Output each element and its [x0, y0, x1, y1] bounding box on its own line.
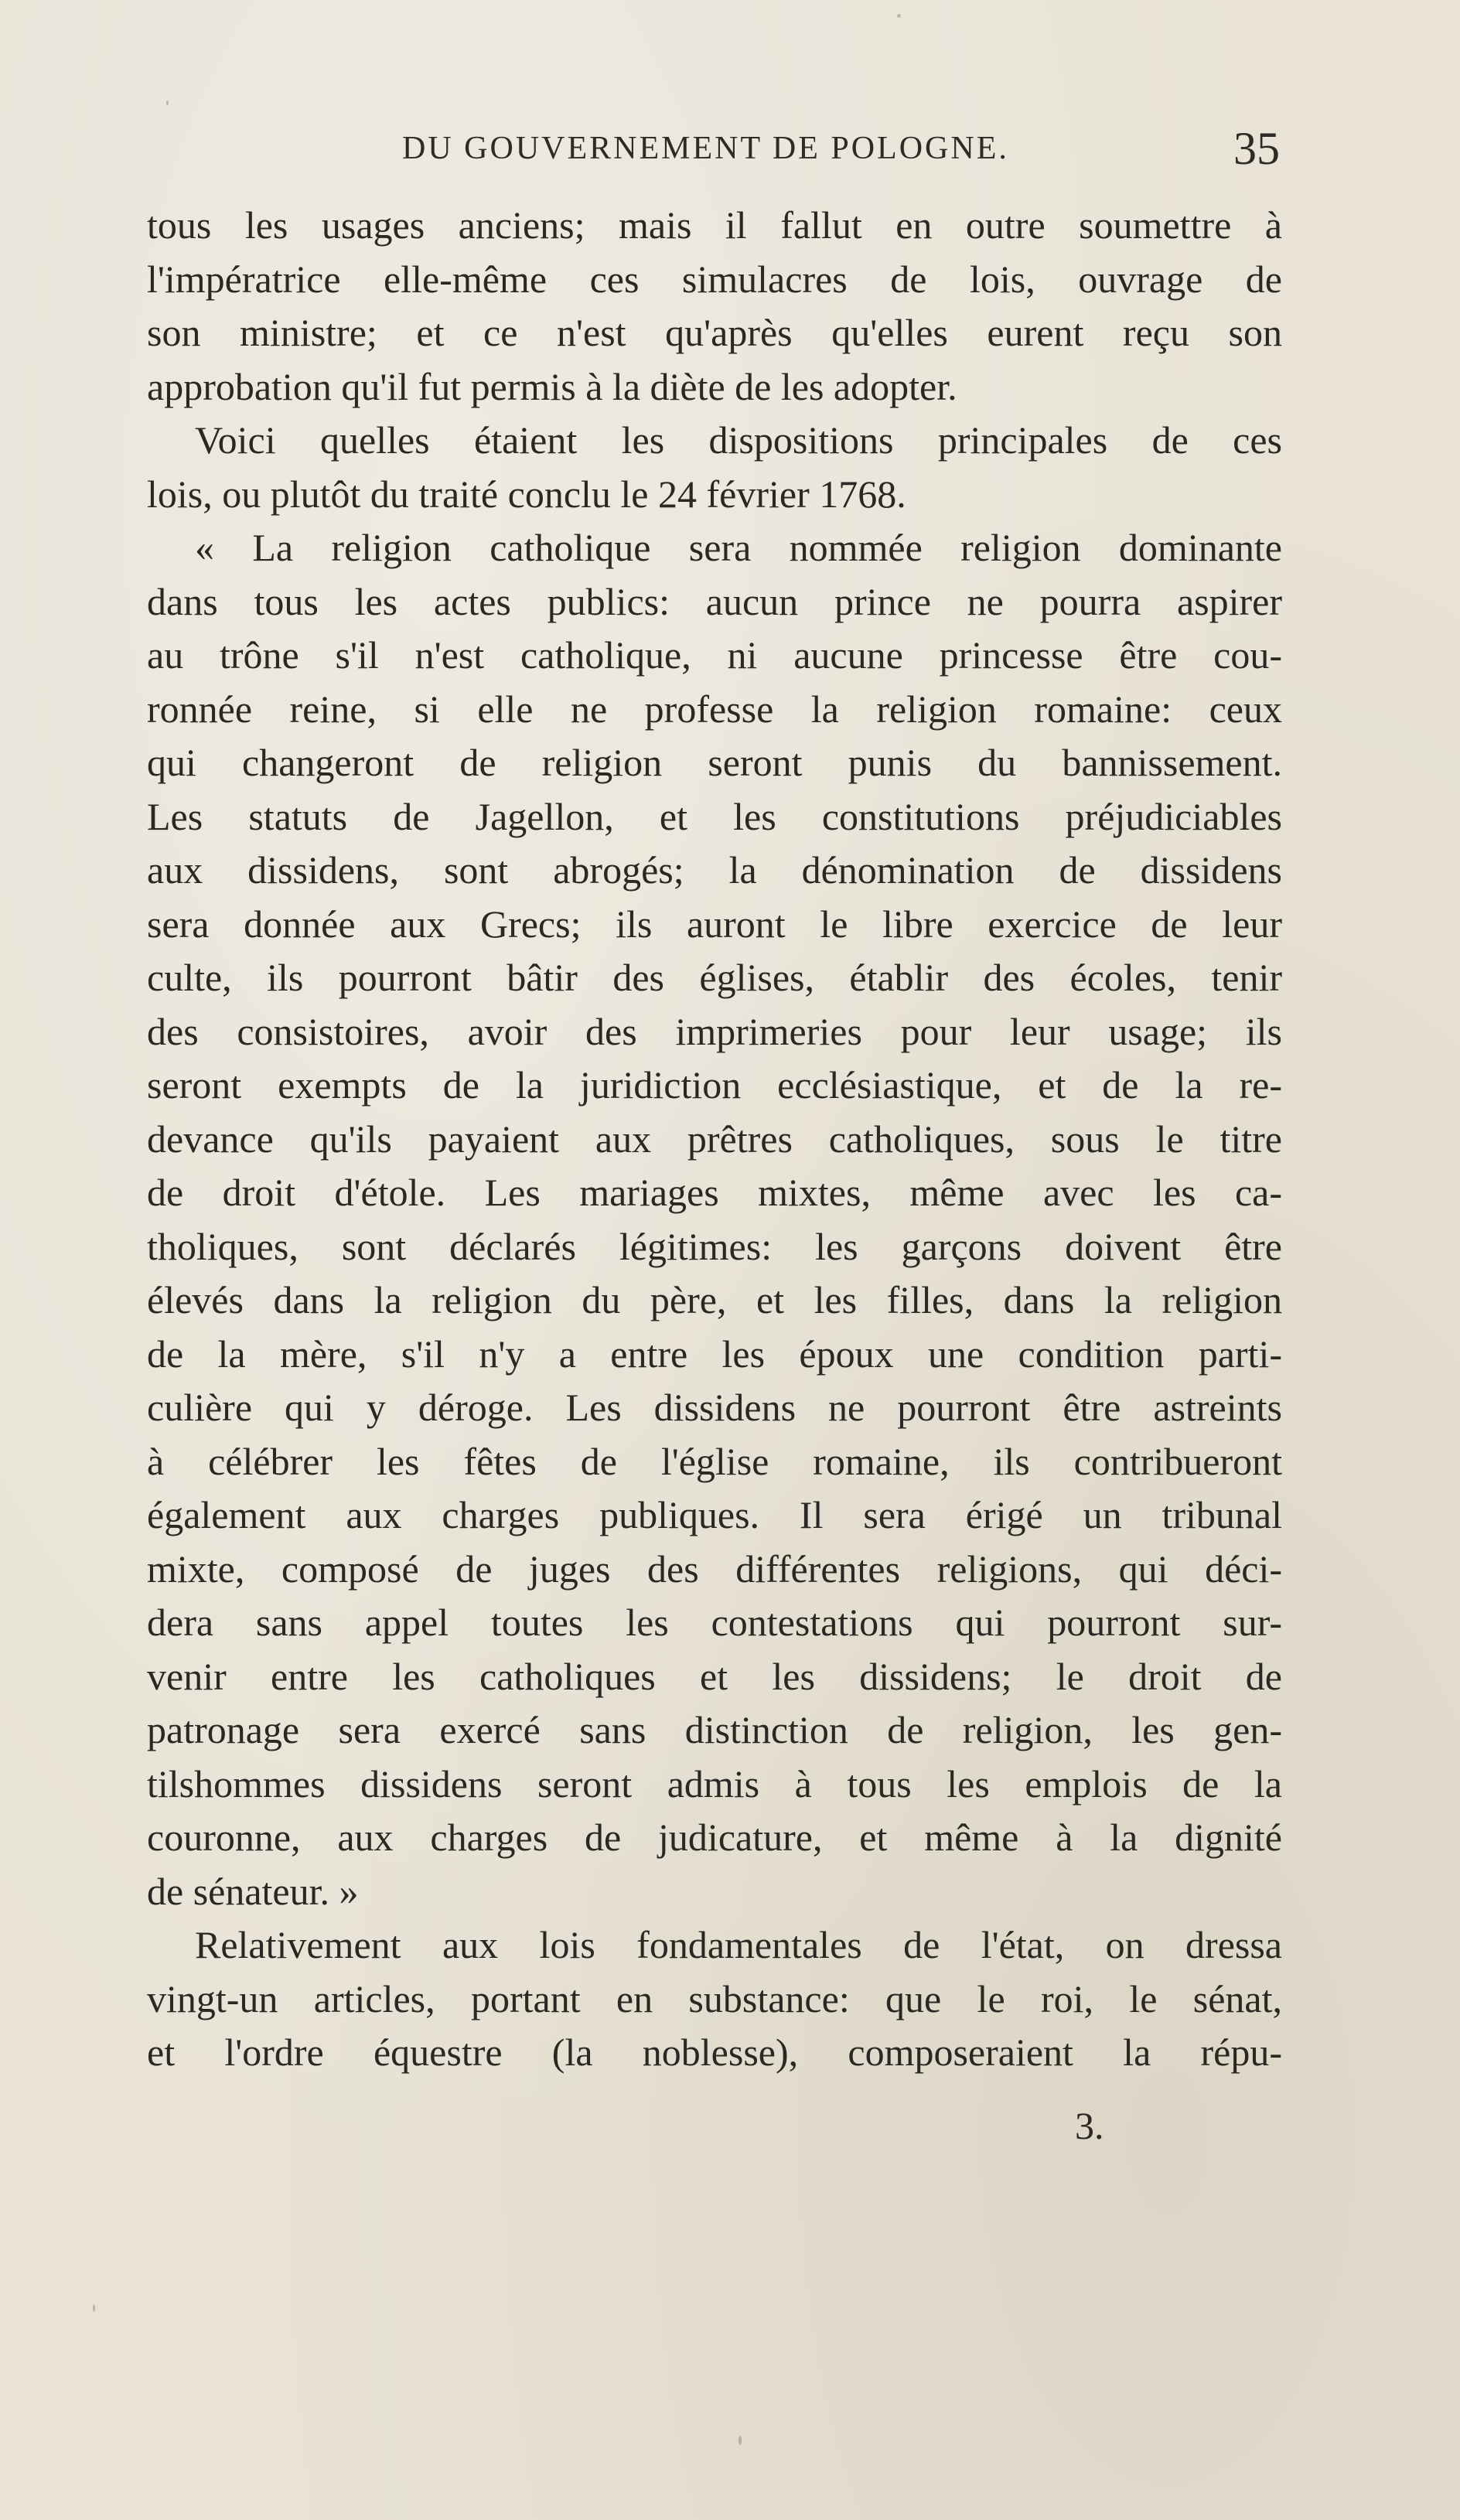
text-line: des consistoires, avoir des imprimeries pour leur usage; ils: [147, 1009, 1282, 1053]
text-line: tholiques, sont déclarés légitimes: les garçons doivent être: [147, 1224, 1282, 1268]
text-line: ronnée reine, si elle ne professe la religion romaine: ceux: [147, 687, 1282, 731]
text-line: Voici quelles étaient les dispositions principales de ces: [195, 418, 1282, 462]
text-line: qui changeront de religion seront punis du bannissement.: [147, 741, 1282, 784]
text-line: mixte, composé de juges des différentes religions, qui déci-: [147, 1546, 1282, 1591]
text-line: vingt-un articles, portant en substance: que le roi, le sénat,: [147, 1976, 1282, 2020]
text-line: patronage sera exercé sans distinction de religion, les gen-: [147, 1708, 1282, 1751]
text-line: culte, ils pourront bâtir des églises, établir des écoles, tenir: [147, 956, 1282, 999]
text-line: élevés dans la religion du père, et les filles, dans la religion: [147, 1278, 1282, 1321]
page-number: 35: [1233, 123, 1280, 174]
signature-mark: 3.: [1075, 2104, 1104, 2147]
text-line: lois, ou plutôt du traité conclu le 24 février 1768.: [147, 472, 906, 516]
text-line: son ministre; et ce n'est qu'après qu'elles eurent reçu son: [147, 311, 1282, 354]
text-line: à célébrer les fêtes de l'église romaine, ils contribueront: [147, 1439, 1282, 1483]
text-line: de droit d'étole. Les mariages mixtes, même avec les ca-: [147, 1171, 1282, 1214]
text-line: « La religion catholique sera nommée religion dominante: [195, 526, 1282, 569]
text-line: dera sans appel toutes les contestations qui pourront sur-: [147, 1601, 1282, 1644]
paper-speck: [166, 101, 169, 105]
text-line: sera donnée aux Grecs; ils auront le libre exercice de leur: [147, 902, 1282, 946]
text-line: dans tous les actes publics: aucun prince ne pourra aspirer: [147, 579, 1282, 623]
text-line: Les statuts de Jagellon, et les constitutions préjudiciables: [147, 794, 1282, 838]
text-line: seront exempts de la juridiction ecclésiastique, et de la re-: [147, 1063, 1282, 1107]
text-line: tous les usages anciens; mais il fallut en outre soumettre à: [147, 203, 1282, 247]
text-line: de sénateur. »: [147, 1869, 359, 1913]
paper-speck: [93, 2304, 95, 2312]
text-line: au trône s'il n'est catholique, ni aucune princesse être cou-: [147, 633, 1282, 677]
text-line: devance qu'ils payaient aux prêtres catholiques, sous le titre: [147, 1117, 1282, 1161]
paper-speck: [897, 14, 901, 18]
text-line: aux dissidens, sont abrogés; la dénomination de dissidens: [147, 848, 1282, 892]
running-head: DU GOUVERNEMENT DE POLOGNE.: [402, 131, 1009, 166]
body-text: [147, 199, 1282, 2080]
text-line: culière qui y déroge. Les dissidens ne pourront être astreints: [147, 1386, 1282, 1429]
text-line: de la mère, s'il n'y a entre les époux une condition parti-: [147, 1332, 1282, 1376]
text-line: approbation qu'il fut permis à la diète de les adopter.: [147, 364, 957, 408]
text-line: également aux charges publiques. Il sera érigé un tribunal: [147, 1493, 1282, 1536]
text-line: et l'ordre équestre (la noblesse), composeraient la répu-: [147, 2031, 1282, 2074]
text-line: tilshommes dissidens seront admis à tous les emplois de la: [147, 1761, 1282, 1806]
text-line: couronne, aux charges de judicature, et même à la dignité: [147, 1816, 1282, 1859]
text-line: Relativement aux lois fondamentales de l'état, on dressa: [195, 1923, 1282, 1966]
paper-speck: [739, 2436, 742, 2445]
text-line: l'impératrice elle-même ces simulacres de lois, ouvrage de: [147, 257, 1282, 301]
text-line: venir entre les catholiques et les dissidens; le droit de: [147, 1654, 1282, 1698]
